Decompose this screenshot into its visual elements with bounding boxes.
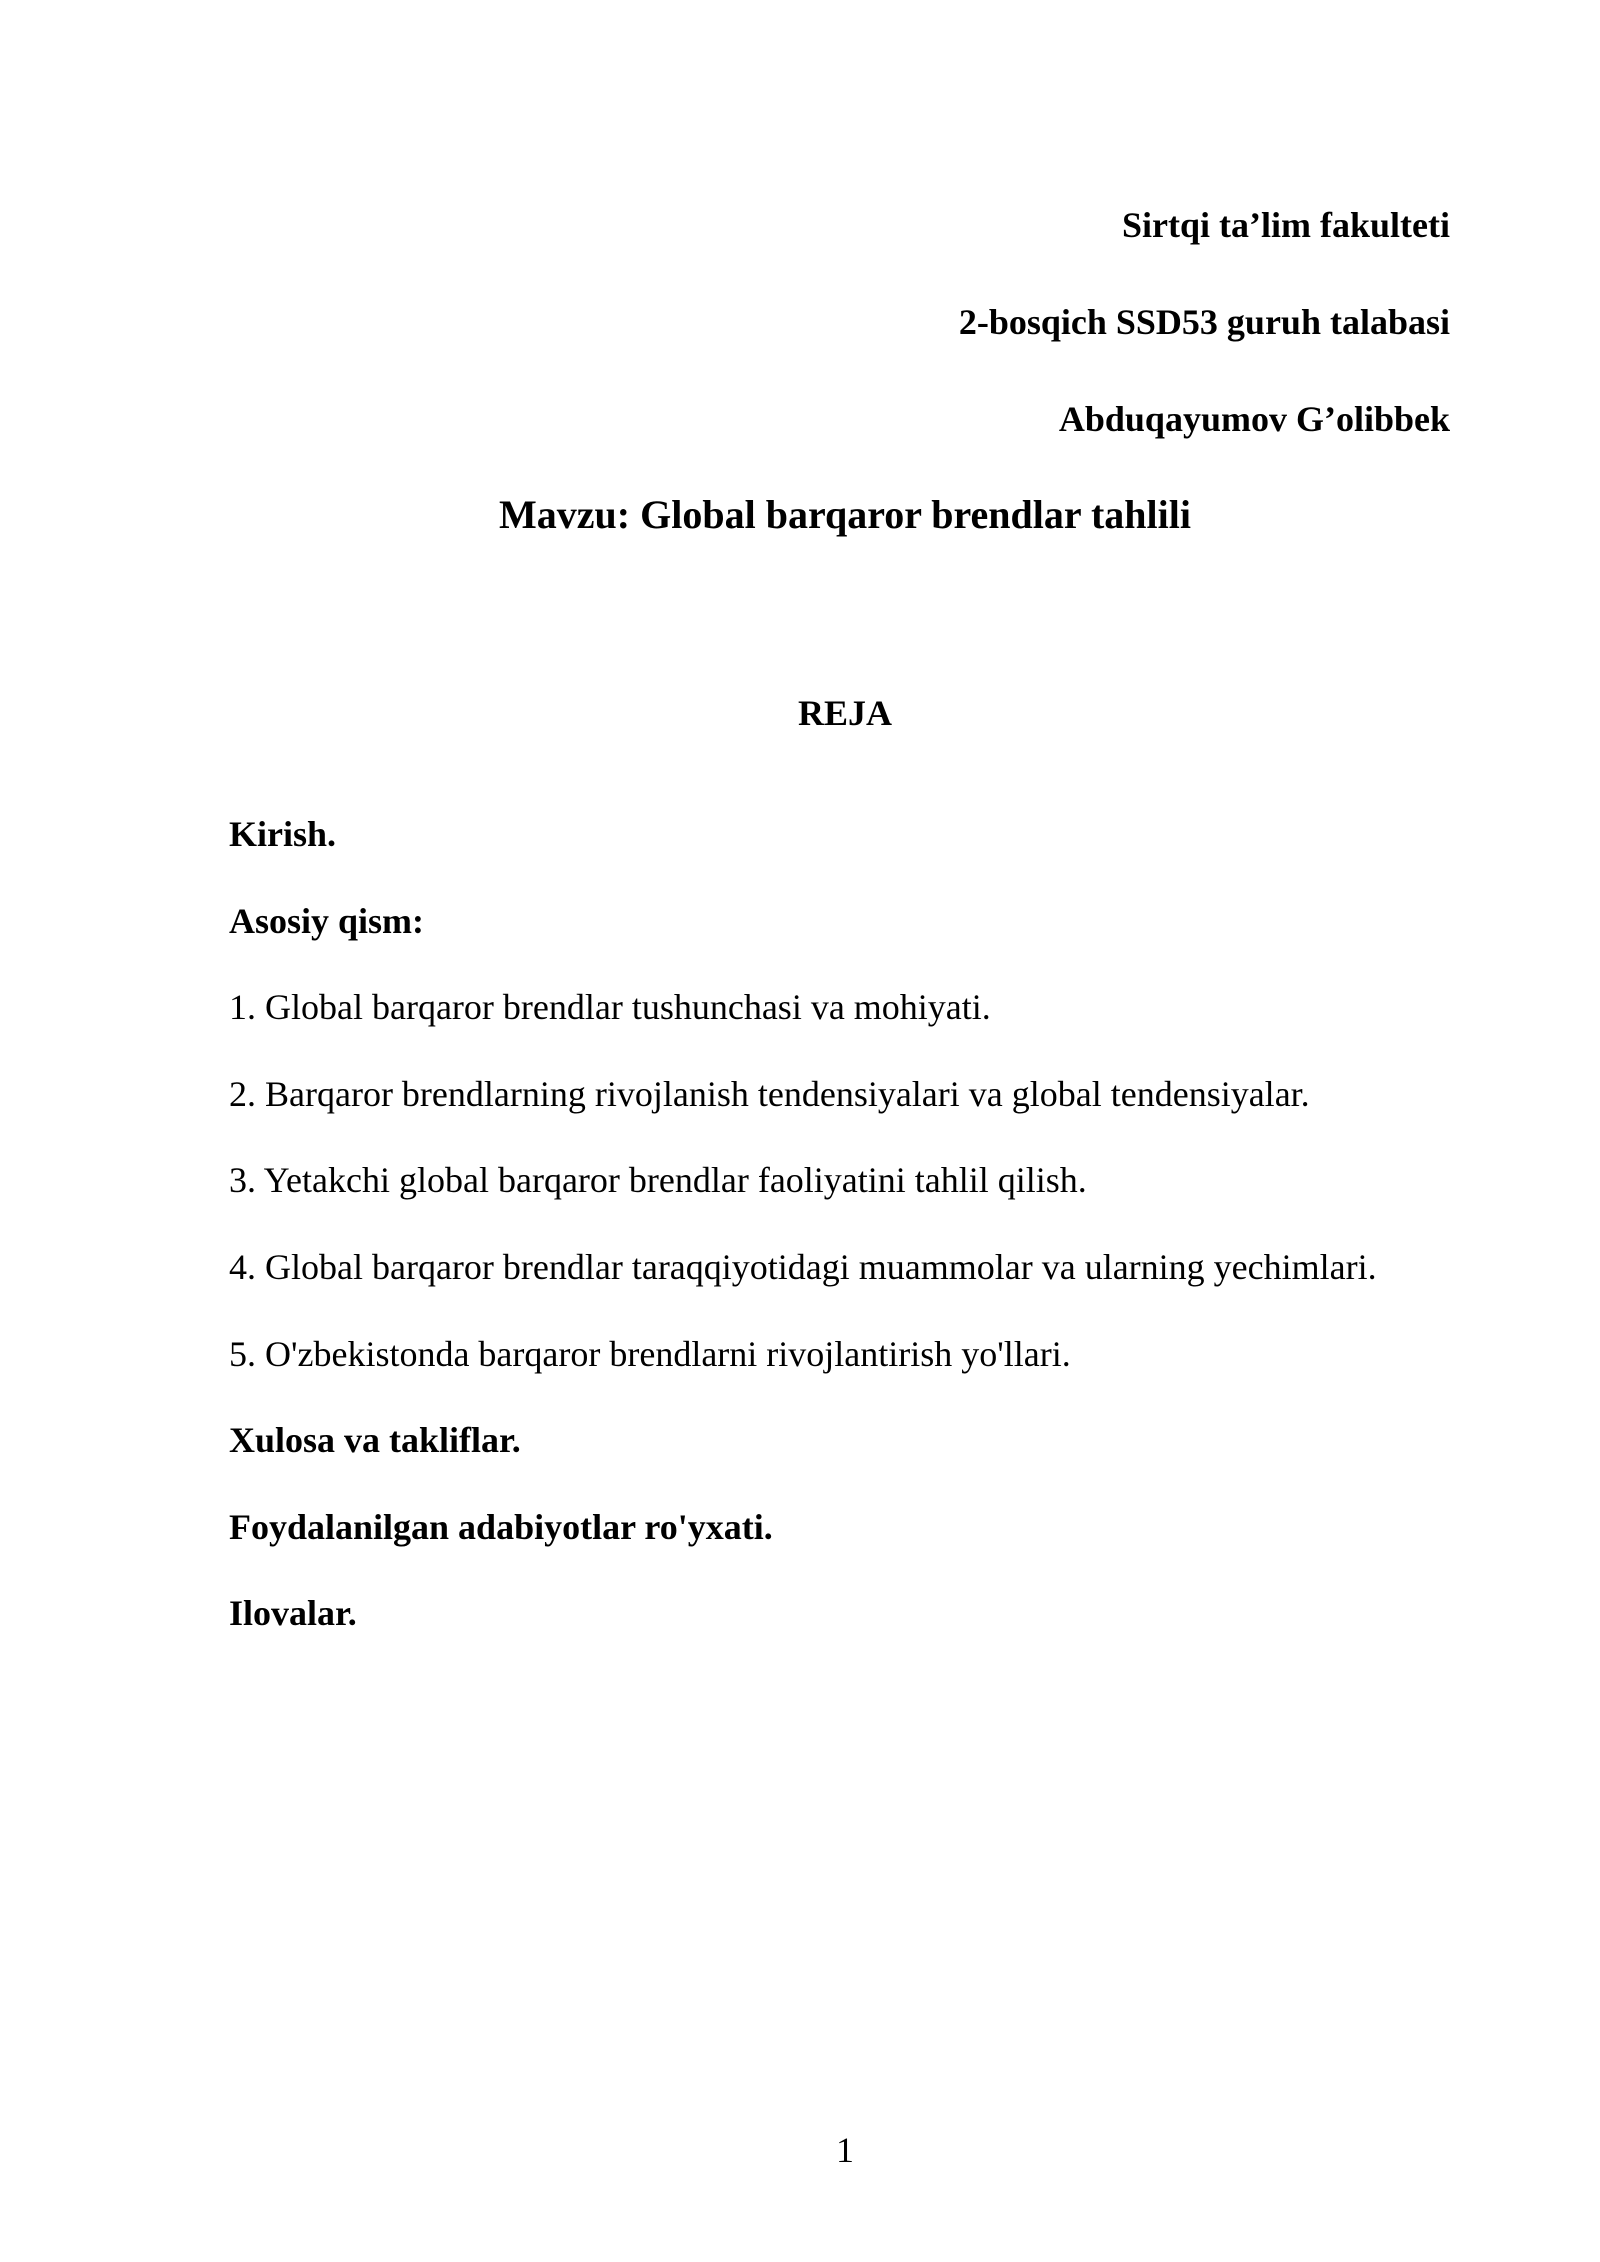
plan-heading: REJA [797,693,892,733]
plan-conclusion: Xulosa va takliflar. [229,1420,521,1460]
plan-item: 4. Global barqaror brendlar taraqqiyotidagi muammolar va ularning yechimlari. [229,1247,1377,1287]
plan-appendices: Ilovalar. [229,1593,357,1633]
plan-item: 1. Global barqaror brendlar tushunchasi va mohiyati. [229,987,991,1027]
plan-main-part: Asosiy qism: [229,901,425,941]
page-number: 1 [836,2130,854,2170]
plan-item: 5. O'zbekistonda barqaror brendlarni rivojlantirish yo'llari. [229,1334,1071,1374]
plan-intro: Kirish. [229,814,337,854]
plan-item: 3. Yetakchi global barqaror brendlar faoliyatini tahlil qilish. [229,1160,1087,1200]
faculty-line: Sirtqi ta’lim fakulteti [1122,205,1450,245]
group-line: 2-bosqich SSD53 guruh talabasi [958,302,1450,342]
student-name: Abduqayumov G’olibbek [1058,399,1450,439]
plan-references: Foydalanilgan adabiyotlar ro'yxati. [229,1507,773,1547]
plan-item: 2. Barqaror brendlarning rivojlanish tendensiyalari va global tendensiyalar. [229,1074,1310,1114]
topic-title: Mavzu: Global barqaror brendlar tahlili [499,492,1191,537]
